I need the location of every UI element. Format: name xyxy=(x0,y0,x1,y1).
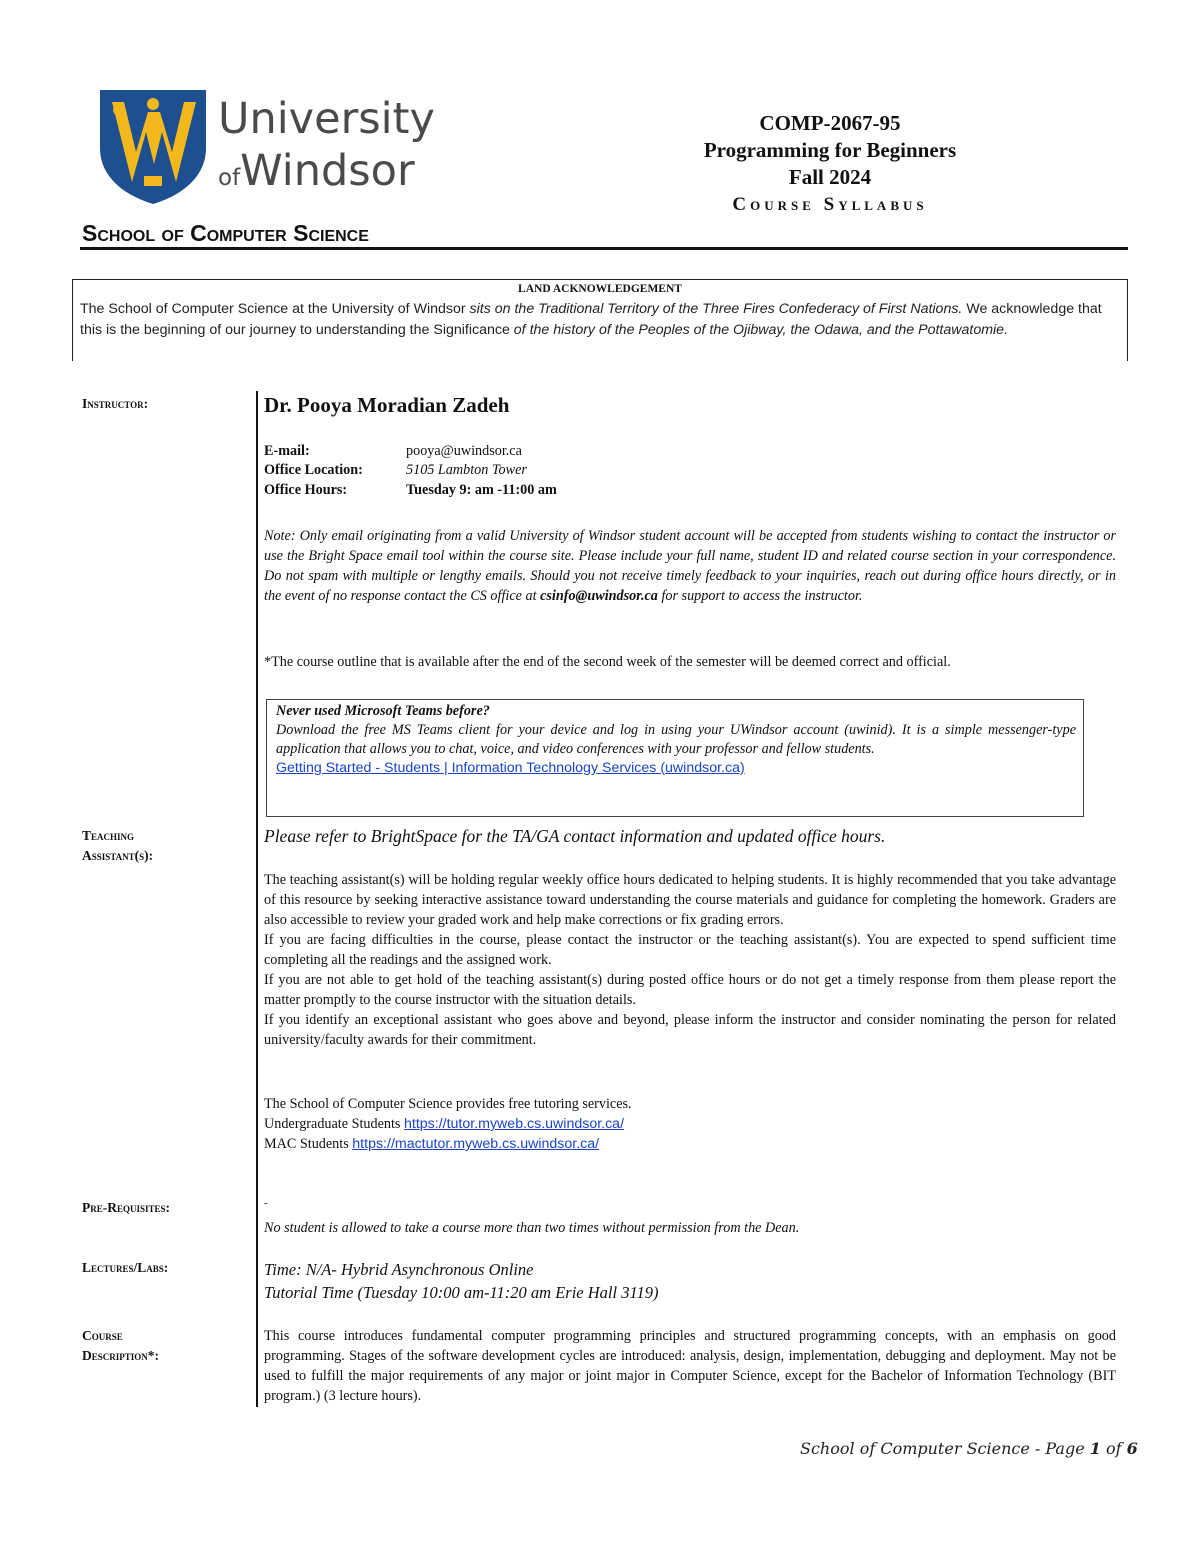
school-name: School of Computer Science xyxy=(82,220,369,246)
tutoring-services xyxy=(264,1094,1116,1154)
course-term: Fall 2024 xyxy=(788,165,872,189)
email-policy-note: Note: Only email originating from a valid University of Windsor student account will be accepted from students wishing to contact the instructor or use the Bright Space email tool within the course site. Please include your full name, student ID and related course section in your correspondence. Do not spam with multiple or lengthy emails. Should you not receive timely feedback to your inquiries, reach out during office hours directly, or in the event of no response contact the CS office at csinfo@uwindsor.ca for support to access the instructor. xyxy=(264,528,1116,604)
course-description: This course introduces fundamental computer programming principles and structured programming concepts, with an emphasis on good programming. Stages of the software development cycles are introduced: analysis, design, implementation, debugging and deployment. May not be used to fulfill the major requirements of any major or joint major in Computer Science, except for the Bachelor of Information Technology (BIT program.) (3 lecture hours). xyxy=(264,1328,1116,1404)
ta-heading: Please refer to BrightSpace for the TA/GA contact information and updated office hours. xyxy=(264,826,886,846)
teams-body: Download the free MS Teams client for your device and log in using your UWindsor account (uwinid). It is a simple messenger-type application that allows you to chat, voice, and video conferences with your professor and fellow students. xyxy=(276,722,1076,757)
prereq-note: No student is allowed to take a course more than two times without permission from the Dean. xyxy=(264,1220,800,1236)
university-wordmark-line1: University xyxy=(218,94,435,144)
column-divider xyxy=(256,391,258,1407)
prereq-value: - xyxy=(264,1197,268,1209)
instructor-email[interactable]: pooya@uwindsor.ca xyxy=(406,443,522,459)
teams-getting-started-link[interactable]: Getting Started - Students | Information Technology Services (uwindsor.ca) xyxy=(276,760,745,776)
teams-info-content xyxy=(276,702,1076,778)
instructor-email-row: E-mail: pooya@uwindsor.ca xyxy=(264,443,522,459)
ta-paragraph-2: If you are facing difficulties in the course, please contact the instructor or the teaching assistant(s). You are expected to spend sufficient time completing all the readings and the assigned work. xyxy=(264,932,1116,968)
tutoring-intro: The School of Computer Science provides free tutoring services. xyxy=(264,1096,632,1112)
course-header xyxy=(660,110,1000,218)
label-course-description: Course Description*: xyxy=(82,1328,160,1363)
label-prerequisites: Pre-Requisites: xyxy=(82,1200,171,1215)
university-wordmark-line2: ofWindsor xyxy=(218,146,415,196)
ta-paragraph-4: If you identify an exceptional assistant who goes above and beyond, please inform the instructor and consider nominating the person for related university/faculty awards for their commitment. xyxy=(264,1012,1116,1048)
teams-title: Never used Microsoft Teams before? xyxy=(276,703,490,719)
label-instructor: Instructor: xyxy=(82,396,149,411)
tutoring-mac-row: MAC Students https://mactutor.myweb.cs.uwindsor.ca/ xyxy=(264,1136,600,1152)
lectures-info xyxy=(264,1258,658,1304)
header-divider xyxy=(80,247,1128,250)
tutoring-undergrad-row: Undergraduate Students https://tutor.myweb.cs.uwindsor.ca/ xyxy=(264,1116,625,1132)
instructor-office-row: Office Location: 5105 Lambton Tower xyxy=(264,462,527,478)
mac-tutor-link[interactable]: https://mactutor.myweb.cs.uwindsor.ca/ xyxy=(352,1136,600,1152)
undergrad-tutor-link[interactable]: https://tutor.myweb.cs.uwindsor.ca/ xyxy=(404,1116,625,1132)
label-teaching-assistants: Teaching Assistant(s): xyxy=(82,828,154,863)
outline-official-note: *The course outline that is available after the end of the second week of the semester will be deemed correct and official. xyxy=(264,654,951,670)
ta-paragraph-1: The teaching assistant(s) will be holding regular weekly office hours dedicated to helping students. It is highly recommended that you take advantage of this resource by seeking interactive assistance toward understanding the course materials and guidance for completing the homework. Graders are also accessible to review your graded work and help make corrections or fix grading errors. xyxy=(264,872,1116,928)
ta-paragraph-3: If you are not able to get hold of the teaching assistant(s) during posted office hours or do not get a timely response from them please report the matter promptly to the course instructor with the situation details. xyxy=(264,972,1116,1008)
course-title: Programming for Beginners xyxy=(703,138,957,162)
tutorial-time: Tutorial Time (Tuesday 10:00 am-11:20 am Erie Hall 3119) xyxy=(264,1283,659,1302)
ta-paragraphs xyxy=(264,870,1116,1050)
instructor-name: Dr. Pooya Moradian Zadeh xyxy=(264,393,510,417)
label-lectures-labs: Lectures/Labs: xyxy=(82,1260,169,1275)
land-acknowledgement-title: LAND ACKNOWLEDGEMENT xyxy=(518,283,682,295)
page-footer: School of Computer Science - Page 1 of 6 xyxy=(800,1439,1138,1458)
course-code: COMP-2067-95 xyxy=(759,111,901,135)
lecture-time: Time: N/A- Hybrid Asynchronous Online xyxy=(264,1260,534,1279)
instructor-hours-row: Office Hours: Tuesday 9: am -11:00 am xyxy=(264,482,557,498)
doc-type: Course Syllabus xyxy=(732,194,928,215)
land-acknowledgement-text: The School of Computer Science at the University of Windsor sits on the Traditional Territory of the Three Fires Confederacy of First Nations. We acknowledge that this is the beginning of our journey to understanding the Significance of the history of the Peoples of the Ojibway, the Odawa, and the Pottawatomie. xyxy=(80,301,1102,338)
